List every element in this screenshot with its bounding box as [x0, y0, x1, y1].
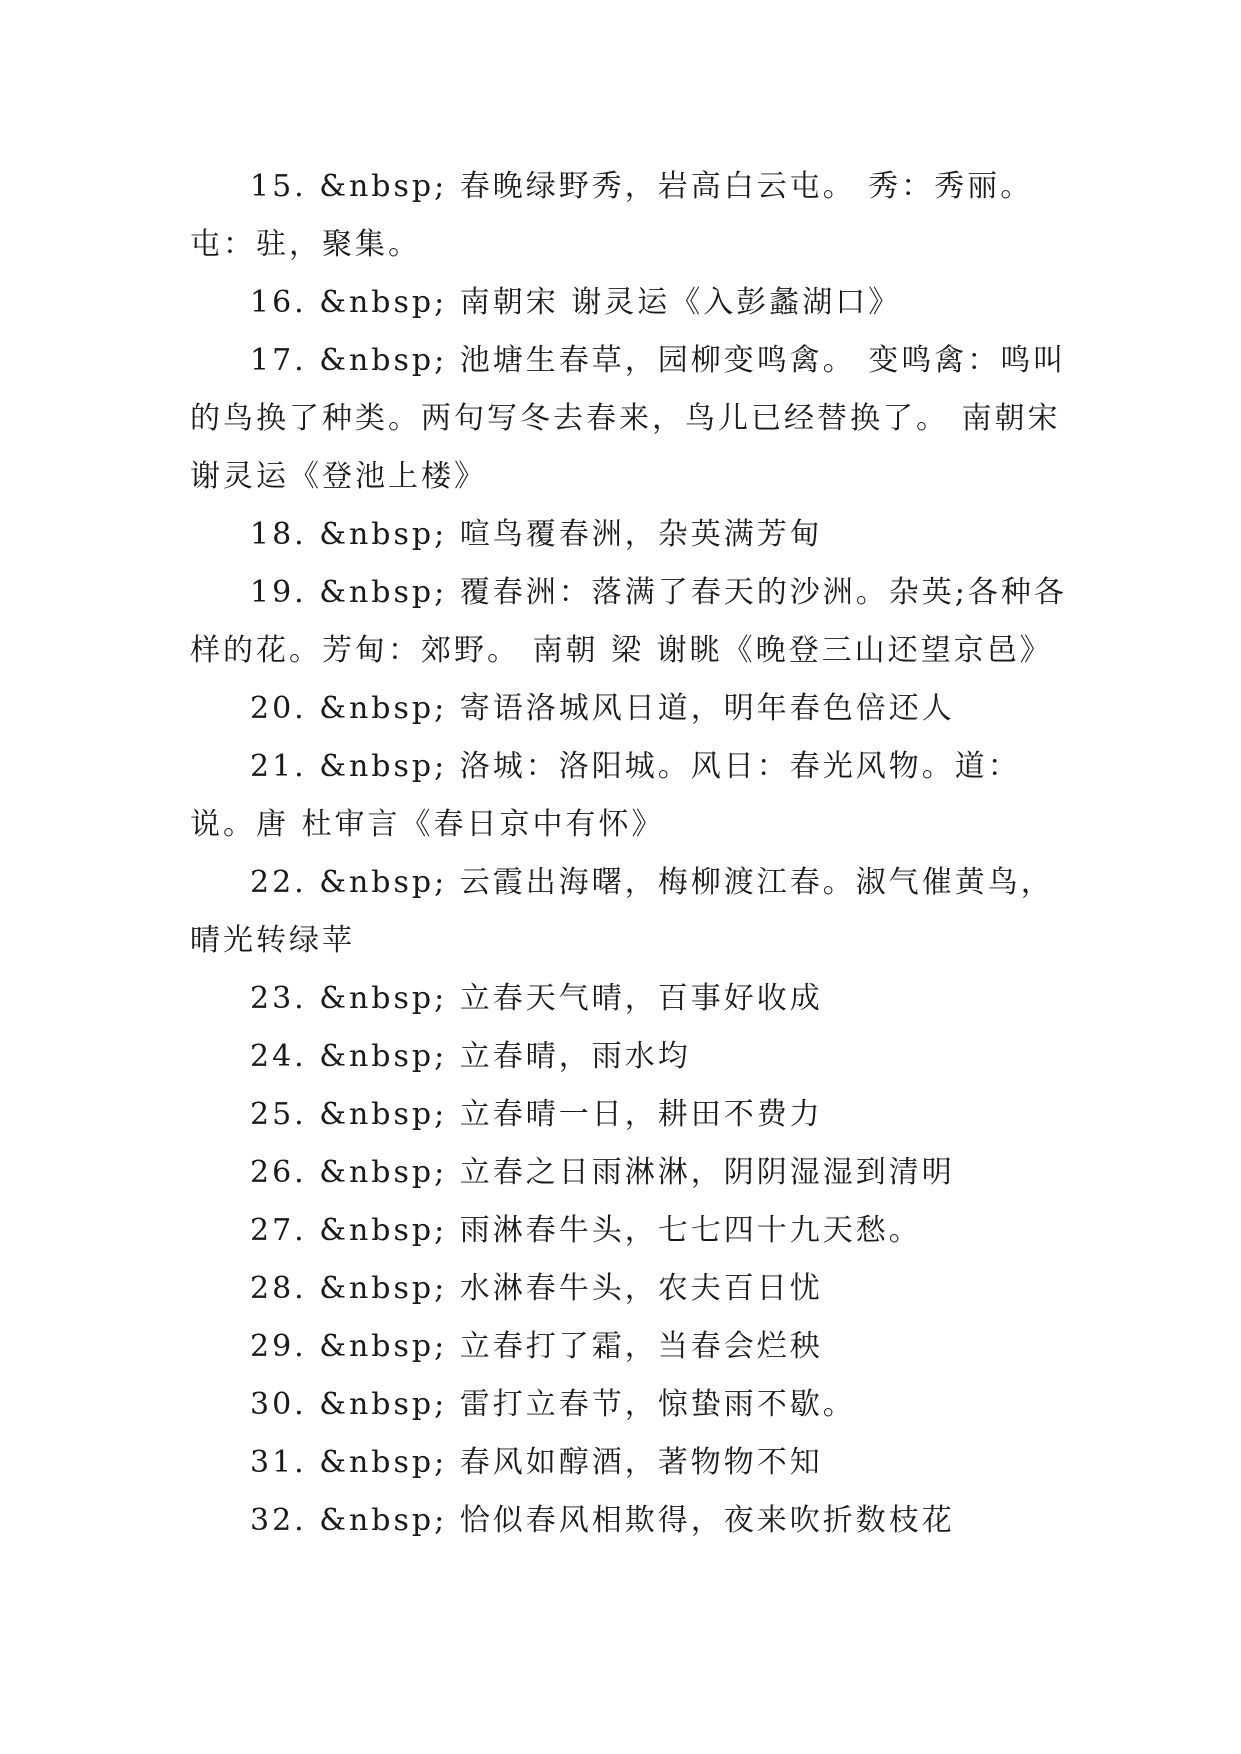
paragraph-23: 23. &nbsp; 立春天气晴，百事好收成 — [250, 981, 823, 1016]
paragraph-29: 29. &nbsp; 立春打了霜，当春会烂秧 — [250, 1329, 823, 1364]
document-body — [190, 158, 1080, 1550]
paragraph-24: 24. &nbsp; 立春晴，雨水均 — [250, 1039, 691, 1074]
paragraph-27: 27. &nbsp; 雨淋春牛头，七七四十九天愁。 — [250, 1213, 922, 1248]
paragraph-28: 28. &nbsp; 水淋春牛头，农夫百日忧 — [250, 1271, 823, 1306]
paragraph-20: 20. &nbsp; 寄语洛城风日道，明年春色倍还人 — [250, 691, 955, 726]
paragraph-15: 15. &nbsp; 春晚绿野秀，岩高白云屯。 秀：秀丽。屯：驻，聚集。 — [190, 169, 1034, 262]
paragraph-31: 31. &nbsp; 春风如醇酒，著物物不知 — [250, 1445, 823, 1480]
paragraph-22: 22. &nbsp; 云霞出海曙，梅柳渡江春。淑气催黄鸟，晴光转绿苹 — [190, 865, 1054, 958]
paragraph-32: 32. &nbsp; 恰似春风相欺得，夜来吹折数枝花 — [250, 1503, 955, 1538]
paragraph-17: 17. &nbsp; 池塘生春草，园柳变鸣禽。 变鸣禽：鸣叫的鸟换了种类。两句写冬去春来，鸟儿已经替换了。 南朝宋 谢灵运《登池上楼》 — [190, 343, 1067, 494]
paragraph-26: 26. &nbsp; 立春之日雨淋淋，阴阴湿湿到清明 — [250, 1155, 955, 1190]
paragraph-19: 19. &nbsp; 覆春洲：落满了春天的沙洲。杂英;各种各样的花。芳甸：郊野。 南朝 梁 谢眺《晚登三山还望京邑》 — [190, 575, 1067, 668]
paragraph-25: 25. &nbsp; 立春晴一日，耕田不费力 — [250, 1097, 823, 1132]
paragraph-21: 21. &nbsp; 洛城：洛阳城。风日：春光风物。道：说。唐 杜审言《春日京中有怀》 — [190, 749, 1021, 842]
paragraph-18: 18. &nbsp; 喧鸟覆春洲，杂英满芳甸 — [250, 517, 823, 552]
paragraph-16: 16. &nbsp; 南朝宋 谢灵运《入彭蠡湖口》 — [250, 285, 902, 320]
paragraph-30: 30. &nbsp; 雷打立春节，惊蛰雨不歇。 — [250, 1387, 856, 1422]
